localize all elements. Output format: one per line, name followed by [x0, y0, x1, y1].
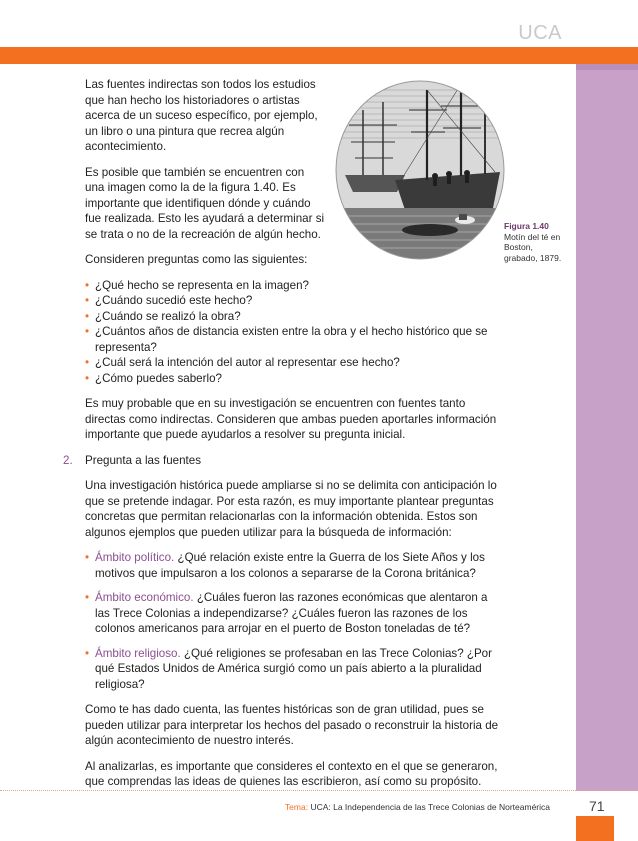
section-title: Pregunta a las fuentes — [85, 453, 202, 467]
right-color-band — [576, 64, 638, 791]
questions-list — [85, 278, 505, 387]
section-2-paragraph-last: Al analizarlas, es importante que consideres el contexto en el que se generaron, que comprendas las ideas de quienes las escribieron, así como su propósito. — [85, 759, 498, 788]
figure-caption — [504, 221, 568, 263]
list-item — [85, 646, 505, 693]
list-item: • ¿Cuándo se realizó la obra? — [85, 309, 505, 325]
list-item — [85, 550, 505, 581]
main-content — [63, 77, 505, 800]
topic-text: ¿Qué relación existe entre la Guerra de los Siete Años y los motivos que impulsaron a los colonos a separarse de la Corona británica? — [95, 551, 485, 580]
section-2-paragraph: Una investigación histórica puede ampliarse si no se delimita con anticipación lo que se pretende indagar. Por esta razón, es muy importante plantear preguntas concretas que permitan relacionarlas con la información obtenida. Estos son algunos ejemplos que pueden utilizar para la búsqueda de información: — [85, 479, 497, 539]
topic-label: Ámbito económico. — [95, 591, 194, 604]
examples-list — [85, 550, 505, 692]
intro-paragraph-3: Consideren preguntas como las siguientes: — [85, 253, 308, 266]
list-item: • ¿Cuál será la intención del autor al representar ese hecho? — [85, 355, 505, 371]
list-item — [85, 590, 505, 637]
section-2-paragraph-after: Como te has dado cuenta, las fuentes históricas son de gran utilidad, pues se pueden utilizar para interpretar los hechos del pasado o reconstruir la historia de algún acontecimiento de nuestro interés. — [85, 703, 499, 747]
page-number-bar — [576, 816, 614, 841]
section-2-heading — [63, 453, 505, 469]
intro-paragraph-1: Las fuentes indirectas son todos los estudios que han hecho los historiadores o artistas acerca de un suceso específico, por ejemplo, un libro o una pintura que recrea algún acontecimiento. — [85, 78, 318, 153]
topic-label: Ámbito político. — [95, 551, 175, 564]
intro-paragraph-2: Es posible que también se encuentren con una imagen como la de la figura 1.40. Es importante que identifiquen dónde y cuándo fue realizada. Esto les ayudará a determinar si se trata o no de la recreación de algún hecho. — [85, 165, 325, 241]
topic-label: Ámbito religioso. — [95, 646, 181, 660]
footer-tema-text: UCA: La Independencia de las Trece Colonias de Norteamérica — [310, 802, 550, 812]
list-item: • ¿Qué hecho se representa en la imagen? — [85, 278, 505, 294]
footer-tema-label: Tema: — [284, 802, 309, 812]
figure-label: Figura 1.40 — [504, 221, 549, 231]
figure-caption-text: Motín del té en Boston, grabado, 1879. — [504, 231, 562, 263]
right-band-strip — [576, 64, 638, 70]
top-color-band — [0, 47, 638, 64]
footer-topic — [285, 802, 550, 812]
section-number: 2. — [63, 453, 73, 467]
topic-text: ¿Qué religiones se profesaban en las Trece Colonias? ¿Por qué Estados Unidos de América surgió como un país abierto a la pluralidad religiosa? — [95, 646, 492, 691]
list-item: • ¿Cuándo sucedió este hecho? — [85, 293, 505, 309]
list-item: • ¿Cómo puedes saberlo? — [85, 371, 505, 387]
section-label: UCA — [518, 22, 562, 44]
list-item: • ¿Cuántos años de distancia existen entre la obra y el hecho histórico que se representa? — [85, 324, 505, 355]
page-number: 71 — [589, 798, 605, 814]
closing-paragraph: Es muy probable que en su investigación se encuentren con fuentes tanto directas como indirectas. Consideren que ambas pueden aportarles información importante que puede ayudarlos a resolver su pregunta inicial. — [85, 397, 497, 441]
footer-divider — [0, 790, 638, 791]
topic-text: ¿Cuáles fueron las razones económicas que alentaron a las Trece Colonias a independizarse? ¿Cuáles fueron las razones de los colonos americanos para arrojar en el puerto de Boston toneladas de té? — [95, 591, 488, 635]
